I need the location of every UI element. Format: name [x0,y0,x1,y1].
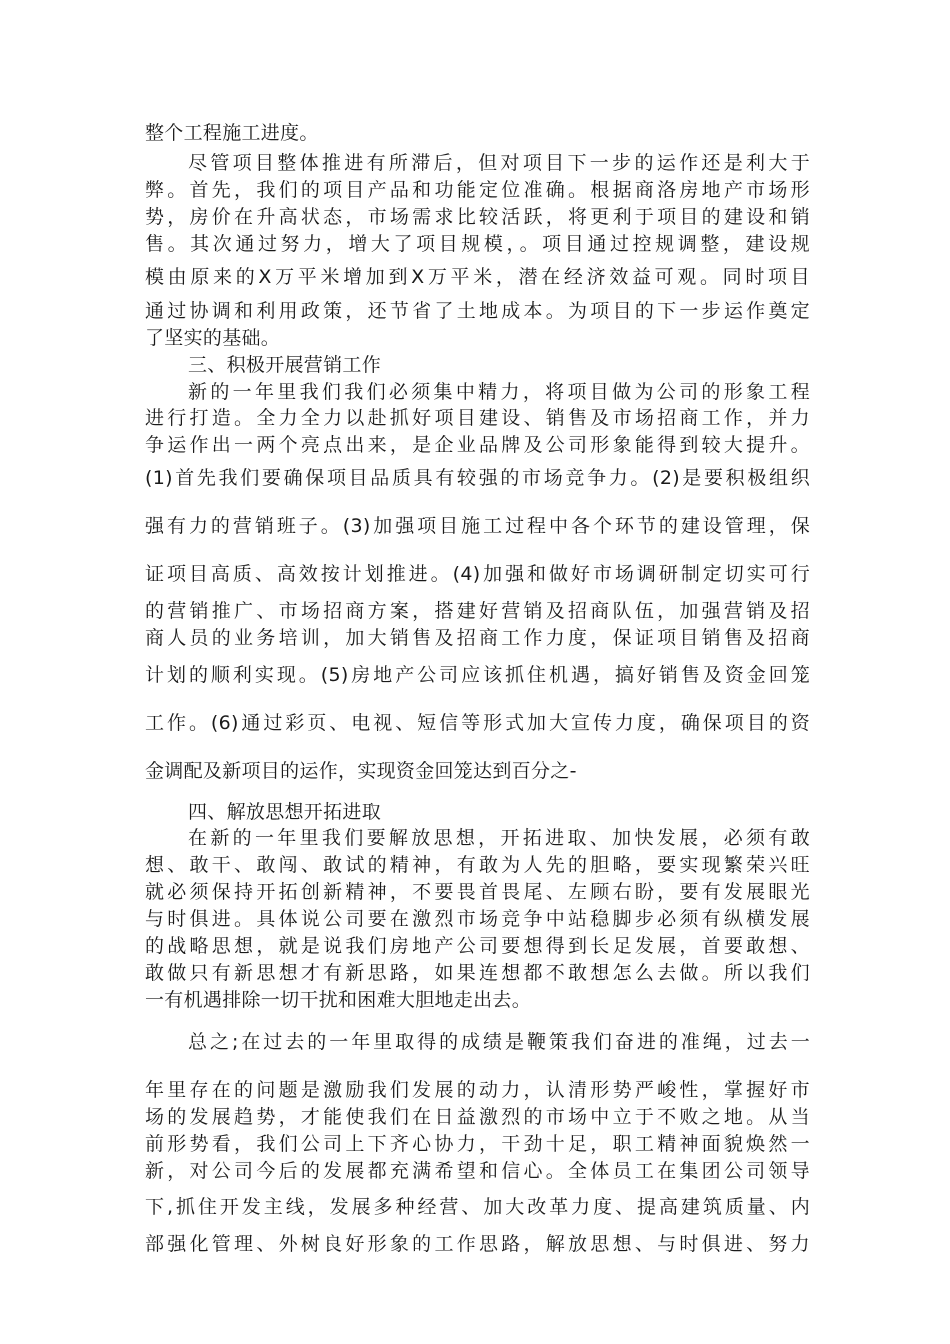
text-line: (1)首先我们要确保项目品质具有较强的市场竞争力。(2)是要积极组织 [145,467,810,489]
text-line: 下,抓住开发主线，发展多种经营、加大改革力度、提高建筑质量、内 [145,1196,810,1218]
text-line: 在新的一年里我们要解放思想，开拓进取、加快发展，必须有敢 [188,827,810,849]
text-line: 尽管项目整体推进有所滞后，但对项目下一步的运作还是利大于 [188,152,810,174]
text-line: 的营销推广、市场招商方案，搭建好营销及招商队伍，加强营销及招 [145,600,810,622]
section-heading: 三、积极开展营销工作 [188,354,382,376]
text-line: 与时俱进。具体说公司要在激烈市场竞争中站稳脚步必须有纵横发展 [145,908,810,930]
section-heading: 四、解放思想开拓进取 [188,801,382,823]
text-line: 场的发展趋势，才能使我们在日益激烈的市场中立于不败之地。从当 [145,1106,810,1128]
text-line: 计划的顺利实现。(5)房地产公司应该抓住机遇，搞好销售及资金回笼 [145,664,810,686]
text-line: 部强化管理、外树良好形象的工作思路，解放思想、与时俱进、努力 [145,1233,810,1255]
text-line: 就必须保持开拓创新精神，不要畏首畏尾、左顾右盼，要有发展眼光 [145,881,810,903]
text-line: 进行打造。全力全力以赴抓好项目建设、销售及市场招商工作，并力 [145,407,810,429]
text-line: 新的一年里我们我们必须集中精力，将项目做为公司的形象工程 [188,381,810,403]
text-line: 年里存在的问题是激励我们发展的动力，认清形势严峻性，掌握好市 [145,1079,810,1101]
text-line: 通过协调和利用政策，还节省了土地成本。为项目的下一步运作奠定 [145,300,810,322]
text-line: 金调配及新项目的运作，实现资金回笼达到百分之- [145,760,577,782]
text-line: 商人员的业务培训，加大销售及招商工作力度，保证项目销售及招商 [145,627,810,649]
text-line: 模由原来的X万平米增加到X万平米，潜在经济效益可观。同时项目 [145,266,810,288]
text-line: 争运作出一两个亮点出来，是企业品牌及公司形象能得到较大提升。 [145,434,810,456]
text-line: 的战略思想，就是说我们房地产公司要想得到长足发展，首要敢想、 [145,935,810,957]
text-line: 了坚实的基础。 [145,327,281,349]
text-line: 售。其次通过努力，增大了项目规模，。项目通过控规调整，建设规 [145,233,810,255]
text-line: 整个工程施工进度。 [145,122,319,144]
text-line: 新，对公司今后的发展都充满希望和信心。全体员工在集团公司领导 [145,1160,810,1182]
text-line: 证项目高质、高效按计划推进。(4)加强和做好市场调研制定切实可行 [145,563,810,585]
text-line: 前形势看，我们公司上下齐心协力，干劲十足，职工精神面貌焕然一 [145,1133,810,1155]
text-line: 想、敢干、敢闯、敢试的精神，有敢为人先的胆略，要实现繁荣兴旺 [145,854,810,876]
text-line: 弊。首先，我们的项目产品和功能定位准确。根据商洛房地产市场形 [145,179,810,201]
text-line: 工作。(6)通过彩页、电视、短信等形式加大宣传力度，确保项目的资 [145,712,810,734]
text-line: 总之;在过去的一年里取得的成绩是鞭策我们奋进的准绳，过去一 [188,1031,810,1053]
text-line: 强有力的营销班子。(3)加强项目施工过程中各个环节的建设管理，保 [145,515,810,537]
text-line: 势，房价在升高状态，市场需求比较活跃，将更利于项目的建设和销 [145,206,810,228]
text-line: 敢做只有新思想才有新思路，如果连想都不敢想怎么去做。所以我们 [145,962,810,984]
text-line: 一有机遇排除一切干扰和困难大胆地走出去。 [145,989,532,1011]
